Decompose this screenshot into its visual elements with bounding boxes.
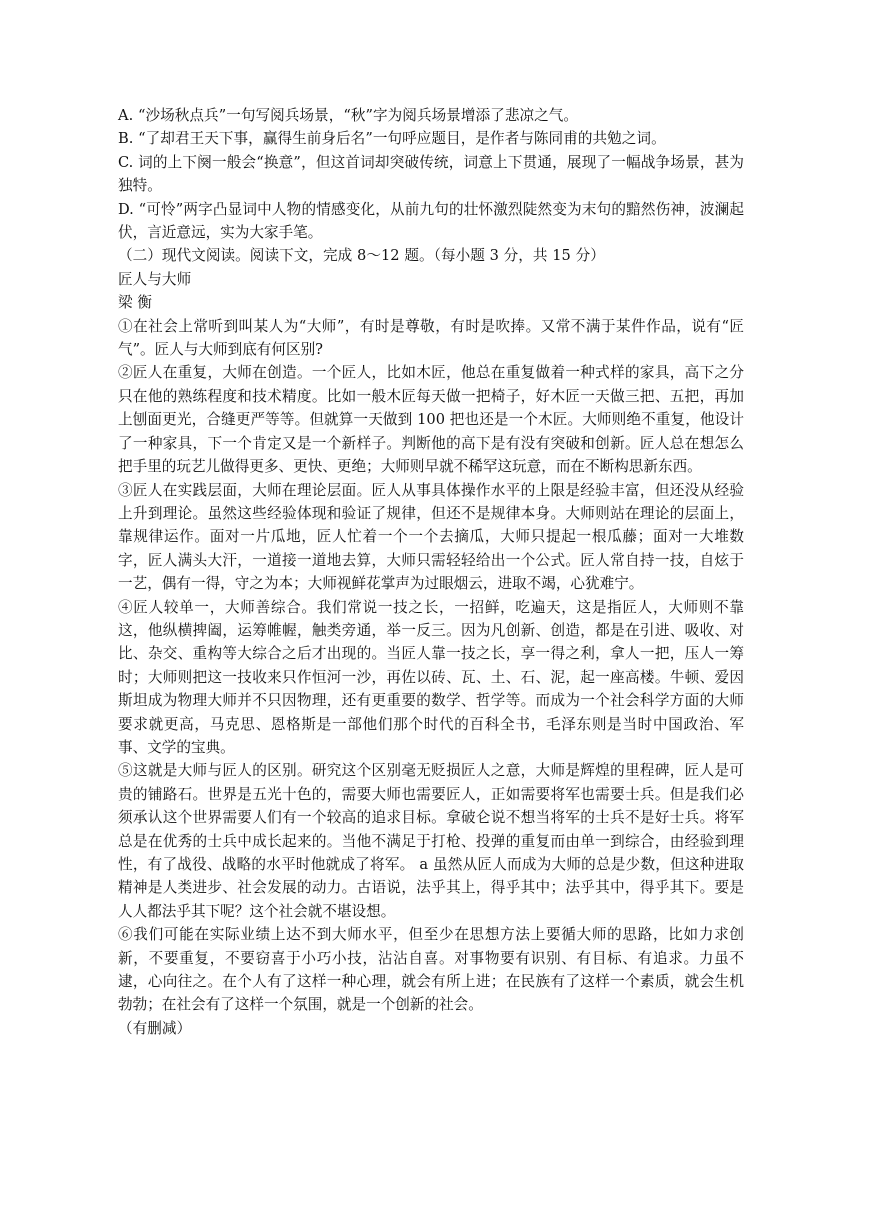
article-author: 梁 衡 bbox=[118, 294, 152, 312]
option-b: B. “了却君王天下事，赢得生前身后名”一句呼应题目，是作者与陈同甫的共勉之词。 bbox=[118, 130, 666, 148]
section-heading: （二）现代文阅读。阅读下文，完成 8～12 题。（每小题 3 分，共 15 分） bbox=[118, 247, 605, 265]
paragraph-6: ⑥我们可能在实际业绩上达不到大师水平，但至少在思想方法上要循大师的思路，比如力求创新，不要重复，不要窃喜于小巧小技，沾沾自喜。对事物要有识别、有目标、有追求。力虽不逮，心向往之。在个人有了这样一种心理，就会有所上进；在民族有了这样一个素质，就会生机勃勃；在社会有了这样一个氛围，就是一个创新的社会。 bbox=[118, 926, 744, 1014]
article-title: 匠人与大师 bbox=[118, 270, 192, 288]
paragraph-2: ②匠人在重复，大师在创造。一个匠人，比如木匠，他总在重复做着一种式样的家具，高下之分只在他的熟练程度和技术精度。比如一般木匠每天做一把椅子，好木匠一天做三把、五把，再加上刨面更光，合缝更严等等。但就算一天做到 100 把也还是一个木匠。大师则绝不重复，他设计了一种家具，下一个肯定又是一个新样子。判断他的高下是有没有突破和创新。匠人总在想怎么把手里的玩艺儿做得更多、更快、更绝；大师则早就不稀罕这玩意，而在不断构思新东西。 bbox=[118, 364, 744, 476]
paragraph-4: ④匠人较单一，大师善综合。我们常说一技之长，一招鲜，吃遍天，这是指匠人，大师则不靠这，他纵横捭阖，运筹帷幄，触类旁通，举一反三。因为凡创新、创造，都是在引进、吸收、对比、杂交、重构等大综合之后才出现的。当匠人靠一技之长，享一得之利，拿人一把，压人一筹时；大师则把这一技收来只作恒河一沙，再佐以砖、瓦、土、石、泥，起一座高楼。牛顿、爱因斯坦成为物理大师并不只因物理，还有更重要的数学、哲学等。而成为一个社会科学方面的大师要求就更高，马克思、恩格斯是一部他们那个时代的百科全书，毛泽东则是当时中国政治、军事、文学的宝典。 bbox=[118, 598, 744, 756]
paragraph-5: ⑤这就是大师与匠人的区别。研究这个区别毫无贬损匠人之意，大师是辉煌的里程碑，匠人是可贵的铺路石。世界是五光十色的，需要大师也需要匠人，正如需要将军也需要士兵。但是我们必须承认这个世界需要人们有一个较高的追求目标。拿破仑说不想当将军的士兵不是好士兵。将军总是在优秀的士兵中成长起来的。当他不满足于打枪、投弹的重复而由单一到综合，由经验到理性，有了战役、战略的水平时他就成了将军。 a 虽然从匠人而成为大师的总是少数，但这种进取精神是人类进步、社会发展的动力。古语说，法乎其上，得乎其中；法乎其中，得乎其下。要是人人都法乎其下呢？这个社会就不堪设想。 bbox=[118, 762, 744, 920]
exam-page bbox=[118, 104, 744, 1040]
paragraph-3: ③匠人在实践层面，大师在理论层面。匠人从事具体操作水平的上限是经验丰富，但还没从经验上升到理论。虽然这些经验体现和验证了规律，但还不是规律本身。大师则站在理论的层面上，靠规律运作。面对一片瓜地，匠人忙着一个一个去摘瓜，大师只提起一根瓜藤；面对一大堆数字，匠人满头大汗，一道接一道地去算，大师只需轻轻给出一个公式。匠人常自持一技，自炫于一艺，偶有一得，守之为本；大师视鲜花掌声为过眼烟云，进取不竭，心犹难宁。 bbox=[118, 481, 744, 593]
abridged-note: （有删减） bbox=[118, 1019, 192, 1037]
paragraph-1: ①在社会上常听到叫某人为“大师”，有时是尊敬，有时是吹捧。又常不满于某件作品，说有“匠气”。匠人与大师到底有何区别? bbox=[118, 317, 744, 359]
option-d: D. “可怜”两字凸显词中人物的情感变化，从前九句的壮怀激烈陡然变为末句的黯然伤神，波澜起伏，言近意远，实为大家手笔。 bbox=[118, 200, 744, 242]
option-c: C. 词的上下阕一般会“换意”，但这首词却突破传统，词意上下贯通，展现了一幅战争场景，甚为独特。 bbox=[118, 153, 744, 195]
option-a: A. “沙场秋点兵”一句写阅兵场景，“秋”字为阅兵场景增添了悲凉之气。 bbox=[118, 107, 579, 124]
